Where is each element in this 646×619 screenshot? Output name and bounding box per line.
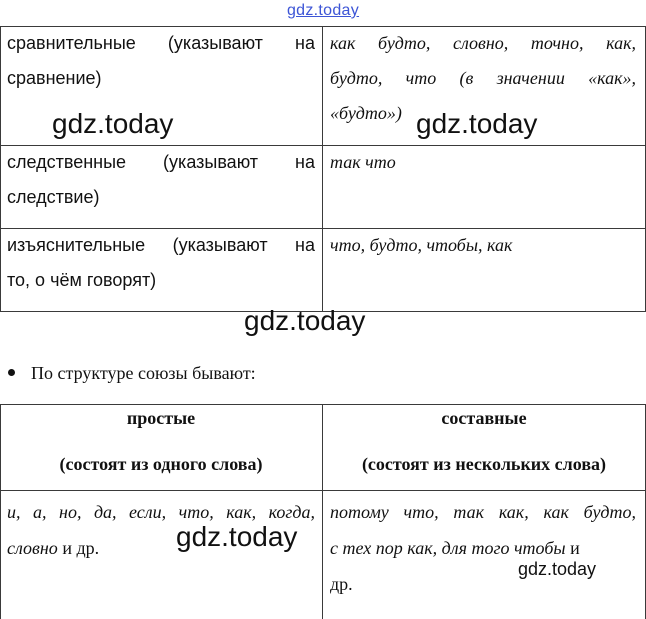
conjunction-types-table [0, 26, 646, 312]
cell-text-plain: др. [330, 574, 353, 594]
watermark: gdz.today [176, 521, 298, 552]
header-watermark: gdz.today [286, 2, 360, 19]
table-cell-type [7, 145, 315, 215]
cell-text-plain: и др. [57, 538, 100, 558]
conjunction-structure-table [0, 404, 646, 619]
table-border-left [0, 404, 1, 619]
cell-text-line: следственные (указывают на [7, 152, 315, 172]
table-cell-type [7, 26, 315, 96]
table-cell-type [7, 228, 315, 298]
table-column-divider [322, 404, 323, 619]
watermark: gdz.today [244, 305, 366, 336]
header-title: составные [441, 408, 527, 428]
table-column-divider [322, 26, 323, 312]
cell-text-line: так что [330, 152, 396, 172]
watermark: gdz.today [52, 108, 174, 139]
cell-text-line: будто, что (в значении «как», [330, 68, 636, 88]
table-cell-examples [330, 228, 636, 263]
header-subtitle: (состоят из одного слова) [59, 454, 263, 474]
header-compound [323, 408, 645, 429]
header-simple [0, 408, 322, 429]
cell-text-line: сравнение) [7, 68, 102, 88]
cell-text-line: изъяснительные (указывают на [7, 235, 315, 255]
cell-text-line: и, а, но, да, если, что, как, когда, [7, 502, 315, 522]
table-border-top [0, 404, 646, 405]
cell-text-italic: с тех пор как, для того чтобы [330, 538, 566, 558]
cell-text-line: как будто, словно, точно, как, [330, 33, 636, 53]
cell-text-line: то, о чём говорят) [7, 270, 157, 290]
cell-text-line: «будто») [330, 103, 402, 123]
header-simple-subtitle [0, 454, 322, 475]
cell-text-line: что, будто, чтобы, как [330, 235, 513, 255]
table-cell-examples [330, 145, 636, 180]
cell-text-plain: и [565, 538, 580, 558]
table-border-left [0, 26, 1, 312]
cell-text-line: следствие) [7, 187, 100, 207]
header-subtitle: (состоят из нескольких слова) [361, 454, 607, 474]
table-row-divider [0, 490, 646, 491]
bullet-item [8, 363, 256, 384]
bullet-icon [8, 369, 15, 376]
bullet-text: По структуре союзы бывают: [31, 363, 256, 383]
cell-text-line: сравнительные (указывают на [7, 33, 315, 53]
cell-text-italic: словно [7, 538, 58, 558]
watermark: gdz.today [518, 559, 597, 579]
header-compound-subtitle [323, 454, 645, 475]
watermark: gdz.today [416, 108, 538, 139]
header-title: простые [126, 408, 196, 428]
cell-text-line: потому что, так как, как будто, [330, 502, 636, 522]
table-cell-compound [330, 494, 636, 602]
